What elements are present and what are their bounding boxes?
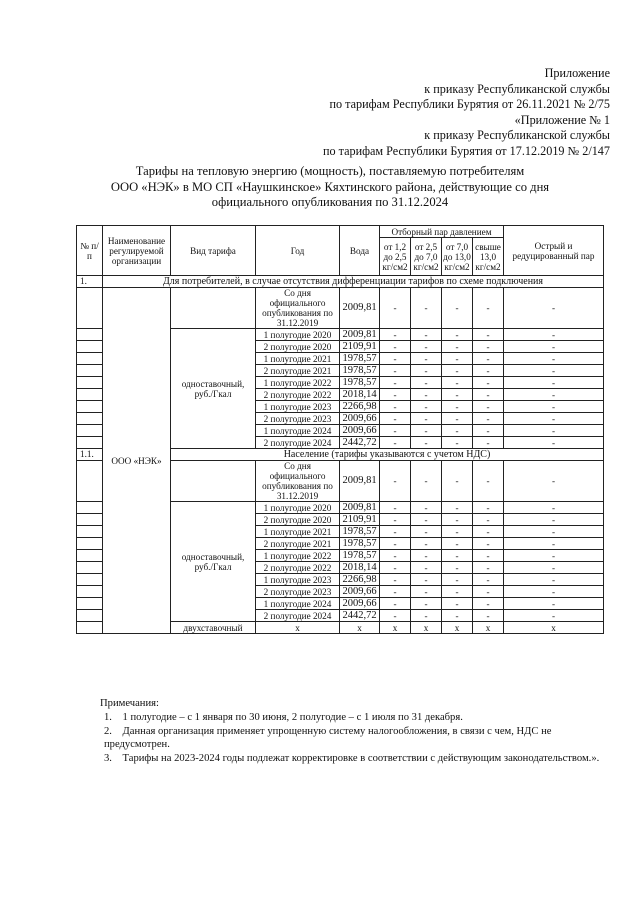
s2-p2-9: - <box>411 610 442 622</box>
s1-value-1: 2109,91 <box>340 341 380 353</box>
s1-p4-8: - <box>473 425 504 437</box>
s1-p4-2: - <box>473 353 504 365</box>
note-1-num: 1. <box>104 711 112 723</box>
s1-p2-0: - <box>411 329 442 341</box>
header-num: № п/п <box>77 226 103 276</box>
s2-two-part-p1: х <box>380 622 411 634</box>
s2-p1-1: - <box>380 514 411 526</box>
s2-first-sharp: - <box>504 461 604 502</box>
s2-first-period: Со дня официального опубликования по 31.12.2019 <box>256 461 340 502</box>
s1-first-p2: - <box>411 288 442 329</box>
s2-two-part-p4: х <box>473 622 504 634</box>
note-2-num: 2. <box>104 725 112 737</box>
s2-kind-empty <box>171 461 256 502</box>
s1-num-cell-9 <box>77 437 103 449</box>
s1-sharp-1: - <box>504 341 604 353</box>
s1-kind: одноставочный, руб./Гкал <box>171 329 256 449</box>
s2-num-cell-3 <box>77 538 103 550</box>
s1-p4-9: - <box>473 437 504 449</box>
s2-p2-1: - <box>411 514 442 526</box>
s1-p2-8: - <box>411 425 442 437</box>
s1-value-6: 2266,98 <box>340 401 380 413</box>
s2-p4-6: - <box>473 574 504 586</box>
note-1 <box>100 711 605 725</box>
s2-p3-8: - <box>442 598 473 610</box>
s1-sharp-4: - <box>504 377 604 389</box>
s1-first-p3: - <box>442 288 473 329</box>
s2-title: Население (тарифы указываются с учетом НДС) <box>171 449 604 461</box>
s2-sharp-3: - <box>504 538 604 550</box>
s1-sharp-0: - <box>504 329 604 341</box>
s1-p1-1: - <box>380 341 411 353</box>
s1-p2-6: - <box>411 401 442 413</box>
s2-p2-2: - <box>411 526 442 538</box>
s1-value-2: 1978,57 <box>340 353 380 365</box>
s2-period-1: 2 полугодие 2020 <box>256 514 340 526</box>
appendix-line-5: к приказу Республиканской службы <box>424 128 610 142</box>
s2-sharp-8: - <box>504 598 604 610</box>
s2-num-cell-5 <box>77 562 103 574</box>
s2-sharp-5: - <box>504 562 604 574</box>
s1-p4-1: - <box>473 341 504 353</box>
s2-p3-9: - <box>442 610 473 622</box>
s1-p3-1: - <box>442 341 473 353</box>
s2-two-part-water: х <box>340 622 380 634</box>
s1-p1-4: - <box>380 377 411 389</box>
s2-num-cell-6 <box>77 574 103 586</box>
s2-p4-2: - <box>473 526 504 538</box>
appendix-line-6: по тарифам Республики Бурятия от 17.12.2019 № 2/147 <box>322 143 610 158</box>
s2-num-cell-4 <box>77 550 103 562</box>
s1-p3-3: - <box>442 365 473 377</box>
s1-p3-2: - <box>442 353 473 365</box>
s2-period-6: 1 полугодие 2023 <box>256 574 340 586</box>
s2-two-part-sharp: х <box>504 622 604 634</box>
s2-p4-8: - <box>473 598 504 610</box>
s1-period-5: 2 полугодие 2022 <box>256 389 340 401</box>
s2-kind: одноставочный, руб./Гкал <box>171 502 256 622</box>
s1-first-sharp: - <box>504 288 604 329</box>
s2-p1-0: - <box>380 502 411 514</box>
header-sharp: Острый и редуцированный пар <box>504 226 604 276</box>
s1-value-5: 2018,14 <box>340 389 380 401</box>
s2-sharp-1: - <box>504 514 604 526</box>
s2-p4-7: - <box>473 586 504 598</box>
s1-p4-7: - <box>473 413 504 425</box>
s1-first-p4: - <box>473 288 504 329</box>
note-3 <box>100 752 605 766</box>
s2-period-7: 2 полугодие 2023 <box>256 586 340 598</box>
s2-p4-3: - <box>473 538 504 550</box>
s2-p3-2: - <box>442 526 473 538</box>
s2-sharp-6: - <box>504 574 604 586</box>
s2-p1-6: - <box>380 574 411 586</box>
s1-num-cell-6 <box>77 401 103 413</box>
s1-p4-0: - <box>473 329 504 341</box>
s2-num-cell <box>77 461 103 502</box>
s1-sharp-7: - <box>504 413 604 425</box>
s2-value-1: 2109,91 <box>340 514 380 526</box>
document-title <box>60 164 600 211</box>
s2-period-9: 2 полугодие 2024 <box>256 610 340 622</box>
s2-p1-3: - <box>380 538 411 550</box>
s1-p4-3: - <box>473 365 504 377</box>
s2-first-p2: - <box>411 461 442 502</box>
note-3-text: Тарифы на 2023-2024 годы подлежат корректировке в соответствии с действующим законодательством.». <box>122 753 600 765</box>
s2-p1-8: - <box>380 598 411 610</box>
table-header-row <box>77 226 604 238</box>
s1-p1-2: - <box>380 353 411 365</box>
s2-p2-7: - <box>411 586 442 598</box>
s2-p3-6: - <box>442 574 473 586</box>
s1-num: 1. <box>77 276 103 288</box>
s2-two-part-p2: х <box>411 622 442 634</box>
s2-value-6: 2266,98 <box>340 574 380 586</box>
s2-num-cell-2 <box>77 526 103 538</box>
s2-p4-0: - <box>473 502 504 514</box>
s1-p2-2: - <box>411 353 442 365</box>
s1-period-7: 2 полугодие 2023 <box>256 413 340 425</box>
s2-period-0: 1 полугодие 2020 <box>256 502 340 514</box>
tariff-table <box>76 225 604 634</box>
s1-period-3: 2 полугодие 2021 <box>256 365 340 377</box>
s1-p3-6: - <box>442 401 473 413</box>
s1-kind-empty <box>171 288 256 329</box>
s1-first-value: 2009,81 <box>340 288 380 329</box>
s2-sharp-4: - <box>504 550 604 562</box>
s1-p4-5: - <box>473 389 504 401</box>
s2-two-part-kind: двухставочный <box>171 622 256 634</box>
s2-p4-5: - <box>473 562 504 574</box>
s2-num-cell-two-part <box>77 622 103 634</box>
header-p1: от 1,2 до 2,5 кг/см2 <box>380 238 411 276</box>
s1-num-cell <box>77 288 103 329</box>
s1-p1-0: - <box>380 329 411 341</box>
s2-period-4: 1 полугодие 2022 <box>256 550 340 562</box>
s2-period-2: 1 полугодие 2021 <box>256 526 340 538</box>
s2-p3-4: - <box>442 550 473 562</box>
s2-p4-9: - <box>473 610 504 622</box>
s1-num-cell-8 <box>77 425 103 437</box>
s1-num-cell-2 <box>77 353 103 365</box>
header-year: Год <box>256 226 340 276</box>
s1-num-cell-4 <box>77 377 103 389</box>
appendix-line-3: по тарифам Республики Бурятия от 26.11.2021 № 2/75 <box>329 97 610 111</box>
s2-p4-4: - <box>473 550 504 562</box>
s2-two-part-year: х <box>256 622 340 634</box>
s2-p3-0: - <box>442 502 473 514</box>
s1-p1-9: - <box>380 437 411 449</box>
s1-period-6: 1 полугодие 2023 <box>256 401 340 413</box>
s1-sharp-2: - <box>504 353 604 365</box>
s1-num-cell-1 <box>77 341 103 353</box>
tariff-table-body <box>77 226 604 634</box>
s2-p3-3: - <box>442 538 473 550</box>
s2-p2-8: - <box>411 598 442 610</box>
s1-value-9: 2442,72 <box>340 437 380 449</box>
s1-p3-8: - <box>442 425 473 437</box>
header-org: Наименование регулируемой организации <box>103 226 171 276</box>
s1-p2-1: - <box>411 341 442 353</box>
notes <box>100 697 605 766</box>
s2-value-3: 1978,57 <box>340 538 380 550</box>
s2-num-cell-7 <box>77 586 103 598</box>
header-p4: свыше 13,0 кг/см2 <box>473 238 504 276</box>
s2-num-cell-1 <box>77 514 103 526</box>
s2-p3-1: - <box>442 514 473 526</box>
s2-value-7: 2009,66 <box>340 586 380 598</box>
note-2-text: Данная организация применяет упрощенную систему налогообложения, в связи с чем, НДС не предусмотрен. <box>104 725 552 751</box>
s1-p2-7: - <box>411 413 442 425</box>
s2-sharp-7: - <box>504 586 604 598</box>
s1-p3-5: - <box>442 389 473 401</box>
s2-sharp-2: - <box>504 526 604 538</box>
s2-p2-6: - <box>411 574 442 586</box>
s2-two-part-p3: х <box>442 622 473 634</box>
s1-p3-0: - <box>442 329 473 341</box>
s2-p3-7: - <box>442 586 473 598</box>
s1-p1-6: - <box>380 401 411 413</box>
s2-first-value: 2009,81 <box>340 461 380 502</box>
s1-row-initial <box>77 288 604 329</box>
s2-period-8: 1 полугодие 2024 <box>256 598 340 610</box>
s2-p2-5: - <box>411 562 442 574</box>
header-p2: от 2,5 до 7,0 кг/см2 <box>411 238 442 276</box>
s1-p1-5: - <box>380 389 411 401</box>
s1-p3-4: - <box>442 377 473 389</box>
notes-title: Примечания: <box>100 698 159 709</box>
s1-period-9: 2 полугодие 2024 <box>256 437 340 449</box>
s1-p4-6: - <box>473 401 504 413</box>
s1-value-3: 1978,57 <box>340 365 380 377</box>
s2-period-5: 2 полугодие 2022 <box>256 562 340 574</box>
s2-p4-1: - <box>473 514 504 526</box>
s1-num-cell-0 <box>77 329 103 341</box>
s2-p1-7: - <box>380 586 411 598</box>
title-line-3: официального опубликования по 31.12.2024 <box>211 195 449 209</box>
s2-num: 1.1. <box>77 449 103 461</box>
header-water: Вода <box>340 226 380 276</box>
s1-p4-4: - <box>473 377 504 389</box>
org-name: ООО «НЭК» <box>103 288 171 634</box>
s1-p2-3: - <box>411 365 442 377</box>
title-line-1: Тарифы на тепловую энергию (мощность), поставляемую потребителям <box>135 164 525 178</box>
appendix-header <box>323 66 610 159</box>
note-3-num: 3. <box>104 753 112 765</box>
s2-value-2: 1978,57 <box>340 526 380 538</box>
s1-p1-7: - <box>380 413 411 425</box>
title-line-2: ООО «НЭК» в МО СП «Наушкинское» Кяхтинского района, действующие со дня <box>110 179 550 194</box>
appendix-line-4: «Приложение № 1 <box>514 112 610 127</box>
s1-value-0: 2009,81 <box>340 329 380 341</box>
s2-first-p4: - <box>473 461 504 502</box>
s1-p1-3: - <box>380 365 411 377</box>
s2-period-3: 2 полугодие 2021 <box>256 538 340 550</box>
s1-num-cell-5 <box>77 389 103 401</box>
appendix-line-1: Приложение <box>544 66 610 80</box>
s2-p1-9: - <box>380 610 411 622</box>
s1-value-8: 2009,66 <box>340 425 380 437</box>
s1-period-1: 2 полугодие 2020 <box>256 341 340 353</box>
s2-p2-4: - <box>411 550 442 562</box>
s1-title-row <box>77 276 604 288</box>
s2-value-0: 2009,81 <box>340 502 380 514</box>
s2-p1-2: - <box>380 526 411 538</box>
header-kind: Вид тарифа <box>171 226 256 276</box>
s2-p1-4: - <box>380 550 411 562</box>
header-steam: Отборный пар давлением <box>380 226 504 238</box>
s1-p2-4: - <box>411 377 442 389</box>
s1-sharp-8: - <box>504 425 604 437</box>
s1-period-2: 1 полугодие 2021 <box>256 353 340 365</box>
s1-period-4: 1 полугодие 2022 <box>256 377 340 389</box>
s2-value-8: 2009,66 <box>340 598 380 610</box>
s1-period-0: 1 полугодие 2020 <box>256 329 340 341</box>
s1-num-cell-3 <box>77 365 103 377</box>
s1-p3-9: - <box>442 437 473 449</box>
s2-p2-0: - <box>411 502 442 514</box>
s2-value-5: 2018,14 <box>340 562 380 574</box>
s2-first-p3: - <box>442 461 473 502</box>
s1-sharp-9: - <box>504 437 604 449</box>
s1-first-p1: - <box>380 288 411 329</box>
s2-p3-5: - <box>442 562 473 574</box>
note-2 <box>100 725 605 753</box>
appendix-line-2: к приказу Республиканской службы <box>424 81 610 96</box>
s2-value-9: 2442,72 <box>340 610 380 622</box>
note-1-text: 1 полугодие – с 1 января по 30 июня, 2 полугодие – с 1 июля по 31 декабря. <box>122 711 463 723</box>
s2-sharp-0: - <box>504 502 604 514</box>
s1-sharp-5: - <box>504 389 604 401</box>
s1-period-8: 1 полугодие 2024 <box>256 425 340 437</box>
s2-first-p1: - <box>380 461 411 502</box>
s1-p1-8: - <box>380 425 411 437</box>
s1-title: Для потребителей, в случае отсутствия дифференциации тарифов по схеме подключения <box>103 276 604 288</box>
s1-sharp-6: - <box>504 401 604 413</box>
s1-num-cell-7 <box>77 413 103 425</box>
s1-value-7: 2009,66 <box>340 413 380 425</box>
s1-p3-7: - <box>442 413 473 425</box>
s2-value-4: 1978,57 <box>340 550 380 562</box>
s1-sharp-3: - <box>504 365 604 377</box>
s2-num-cell-9 <box>77 610 103 622</box>
s1-first-period: Со дня официального опубликования по 31.12.2019 <box>256 288 340 329</box>
s2-sharp-9: - <box>504 610 604 622</box>
s2-p1-5: - <box>380 562 411 574</box>
s1-value-4: 1978,57 <box>340 377 380 389</box>
s2-num-cell-8 <box>77 598 103 610</box>
s1-p2-9: - <box>411 437 442 449</box>
s2-p2-3: - <box>411 538 442 550</box>
header-p3: от 7,0 до 13,0 кг/см2 <box>442 238 473 276</box>
s1-p2-5: - <box>411 389 442 401</box>
s2-num-cell-0 <box>77 502 103 514</box>
